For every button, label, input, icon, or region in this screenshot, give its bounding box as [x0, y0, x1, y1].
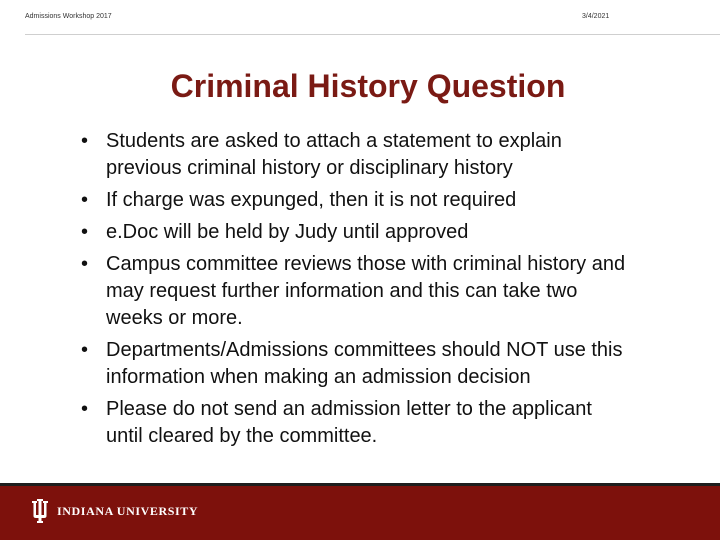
bullet-dot-icon: •	[81, 253, 89, 275]
bullet-text: Departments/Admissions committees should NOT use this information when making an admission decision	[106, 339, 623, 388]
bullet-item	[0, 251, 626, 332]
bullet-item	[0, 337, 626, 391]
bullet-item	[0, 396, 626, 450]
bullet-item	[0, 128, 626, 182]
date-label: 3/4/2021	[582, 13, 610, 20]
bullet-dot-icon: •	[81, 398, 89, 420]
bullet-dot-icon: •	[81, 339, 89, 361]
footer-bar	[0, 483, 720, 540]
bullet-text: Campus committee reviews those with criminal history and may request further information and this can take two weeks or more.	[106, 253, 626, 329]
slide-title: Criminal History Question	[170, 68, 566, 104]
bullet-item	[0, 219, 626, 246]
bullet-dot-icon: •	[81, 221, 89, 243]
iu-trident-icon	[29, 497, 51, 525]
bullet-text: Students are asked to attach a statement to explain previous criminal history or disciplinary history	[106, 130, 562, 179]
workshop-label: Admissions Workshop 2017	[25, 13, 112, 20]
university-name: INDIANA UNIVERSITY	[57, 504, 199, 518]
footer-top-rule	[0, 483, 720, 486]
bullet-text: Please do not send an admission letter to the applicant until cleared by the committee.	[106, 398, 592, 447]
header-divider	[25, 34, 720, 35]
bullet-dot-icon: •	[81, 130, 89, 152]
bullet-text: If charge was expunged, then it is not required	[106, 189, 517, 211]
bullet-dot-icon: •	[81, 189, 89, 211]
bullet-list	[0, 128, 720, 455]
bullet-text: e.Doc will be held by Judy until approved	[106, 221, 469, 243]
bullet-item	[0, 187, 626, 214]
